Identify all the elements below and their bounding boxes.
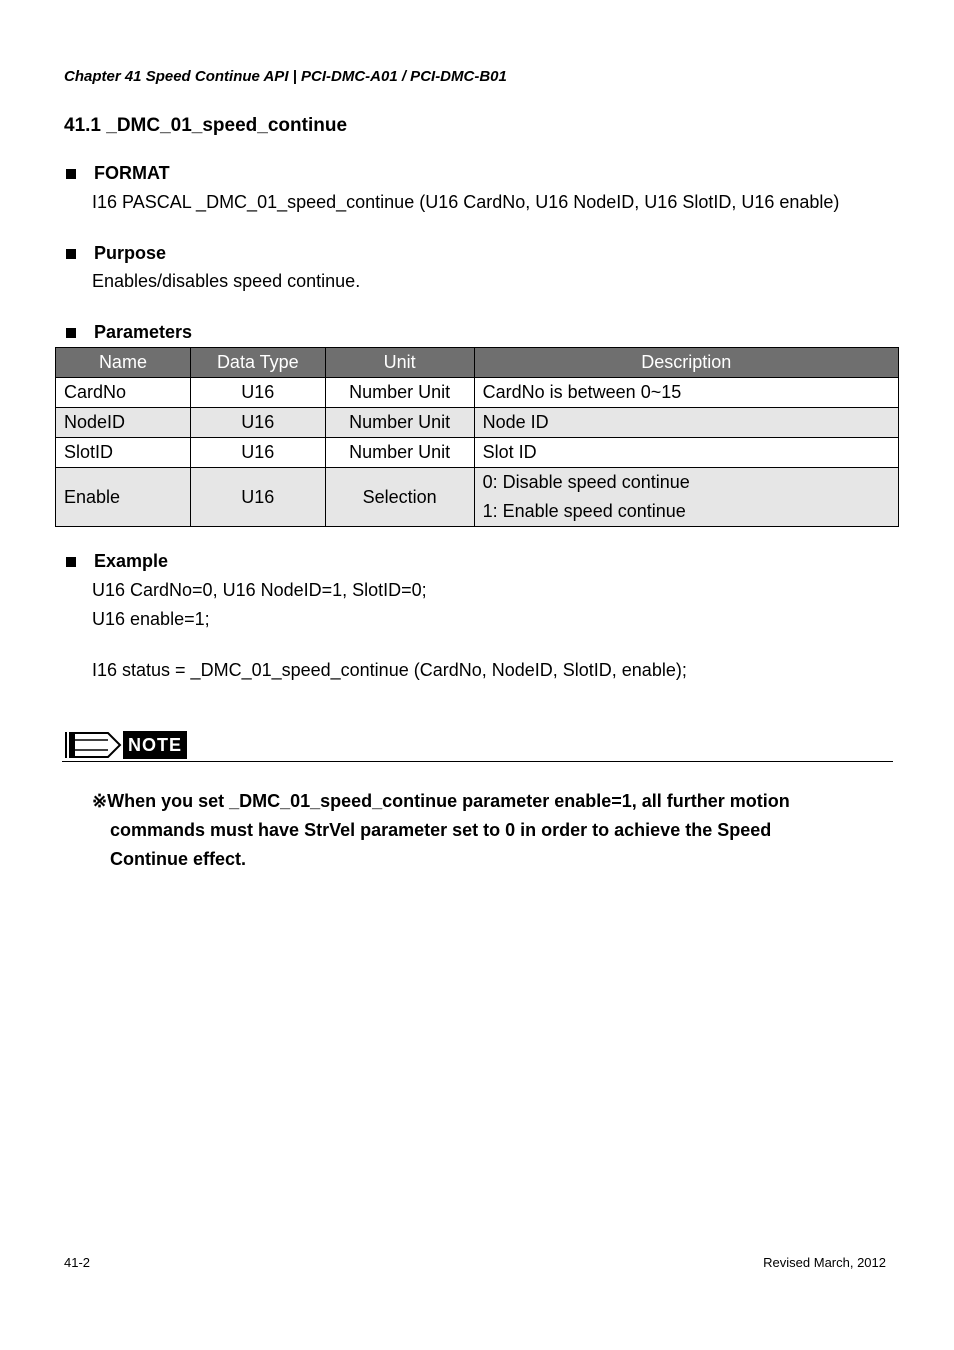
column-header-unit: Unit bbox=[325, 348, 474, 378]
param-description: Node ID bbox=[474, 408, 898, 438]
note-divider bbox=[62, 761, 893, 762]
revision-date: Revised March, 2012 bbox=[763, 1255, 886, 1270]
purpose-heading-label: Purpose bbox=[94, 243, 167, 263]
note-label: NOTE bbox=[127, 735, 182, 755]
table-row bbox=[56, 438, 899, 468]
format-text: I16 PASCAL _DMC_01_speed_continue (U16 CardNo, U16 NodeID, U16 SlotID, U16 enable) bbox=[92, 192, 840, 212]
bullet-square-icon bbox=[66, 169, 76, 179]
example-heading-label: Example bbox=[94, 551, 169, 571]
param-name: Enable bbox=[56, 468, 191, 527]
purpose-text: Enables/disables speed continue. bbox=[92, 271, 361, 291]
page-header: Chapter 41 Speed Continue API | PCI-DMC-A01 / PCI-DMC-B01 bbox=[64, 68, 507, 85]
bullet-square-icon bbox=[66, 328, 76, 338]
bullet-square-icon bbox=[66, 557, 76, 567]
parameters-heading-label: Parameters bbox=[94, 322, 193, 342]
parameters-heading bbox=[66, 322, 192, 343]
note-badge bbox=[64, 730, 188, 760]
column-header-name: Name bbox=[56, 348, 191, 378]
param-unit: Number Unit bbox=[325, 438, 474, 468]
param-type: U16 bbox=[190, 408, 325, 438]
table-row bbox=[56, 408, 899, 438]
section-title: 41.1 _DMC_01_speed_continue bbox=[64, 115, 348, 136]
table-header-row bbox=[56, 348, 899, 378]
param-unit: Selection bbox=[325, 468, 474, 527]
param-description-line: 1: Enable speed continue bbox=[482, 501, 686, 521]
param-description bbox=[474, 468, 898, 527]
example-code-line: I16 status = _DMC_01_speed_continue (CardNo, NodeID, SlotID, enable); bbox=[92, 660, 687, 680]
note-text bbox=[92, 787, 872, 874]
format-heading-label: FORMAT bbox=[94, 163, 170, 183]
param-type: U16 bbox=[190, 378, 325, 408]
page-number: 41-2 bbox=[64, 1255, 91, 1270]
note-text-line: ※When you set _DMC_01_speed_continue parameter enable=1, all further motion bbox=[92, 791, 790, 811]
note-text-line: Continue effect. bbox=[110, 849, 247, 869]
format-heading bbox=[66, 163, 170, 184]
table-row bbox=[56, 468, 899, 527]
param-name: CardNo bbox=[56, 378, 191, 408]
example-code-line: U16 CardNo=0, U16 NodeID=1, SlotID=0; bbox=[92, 580, 427, 600]
param-name: SlotID bbox=[56, 438, 191, 468]
table-row bbox=[56, 378, 899, 408]
column-header-data-type: Data Type bbox=[190, 348, 325, 378]
param-type: U16 bbox=[190, 438, 325, 468]
param-description: CardNo is between 0~15 bbox=[474, 378, 898, 408]
param-type: U16 bbox=[190, 468, 325, 527]
example-heading bbox=[66, 551, 168, 572]
column-header-description: Description bbox=[474, 348, 898, 378]
purpose-heading bbox=[66, 243, 166, 264]
param-description-line: 0: Disable speed continue bbox=[482, 472, 690, 492]
bullet-square-icon bbox=[66, 249, 76, 259]
example-code-line: U16 enable=1; bbox=[92, 609, 210, 629]
param-description: Slot ID bbox=[474, 438, 898, 468]
note-text-line: commands must have StrVel parameter set to 0 in order to achieve the Speed bbox=[110, 820, 772, 840]
param-name: NodeID bbox=[56, 408, 191, 438]
param-unit: Number Unit bbox=[325, 408, 474, 438]
parameters-table bbox=[55, 347, 899, 527]
param-unit: Number Unit bbox=[325, 378, 474, 408]
